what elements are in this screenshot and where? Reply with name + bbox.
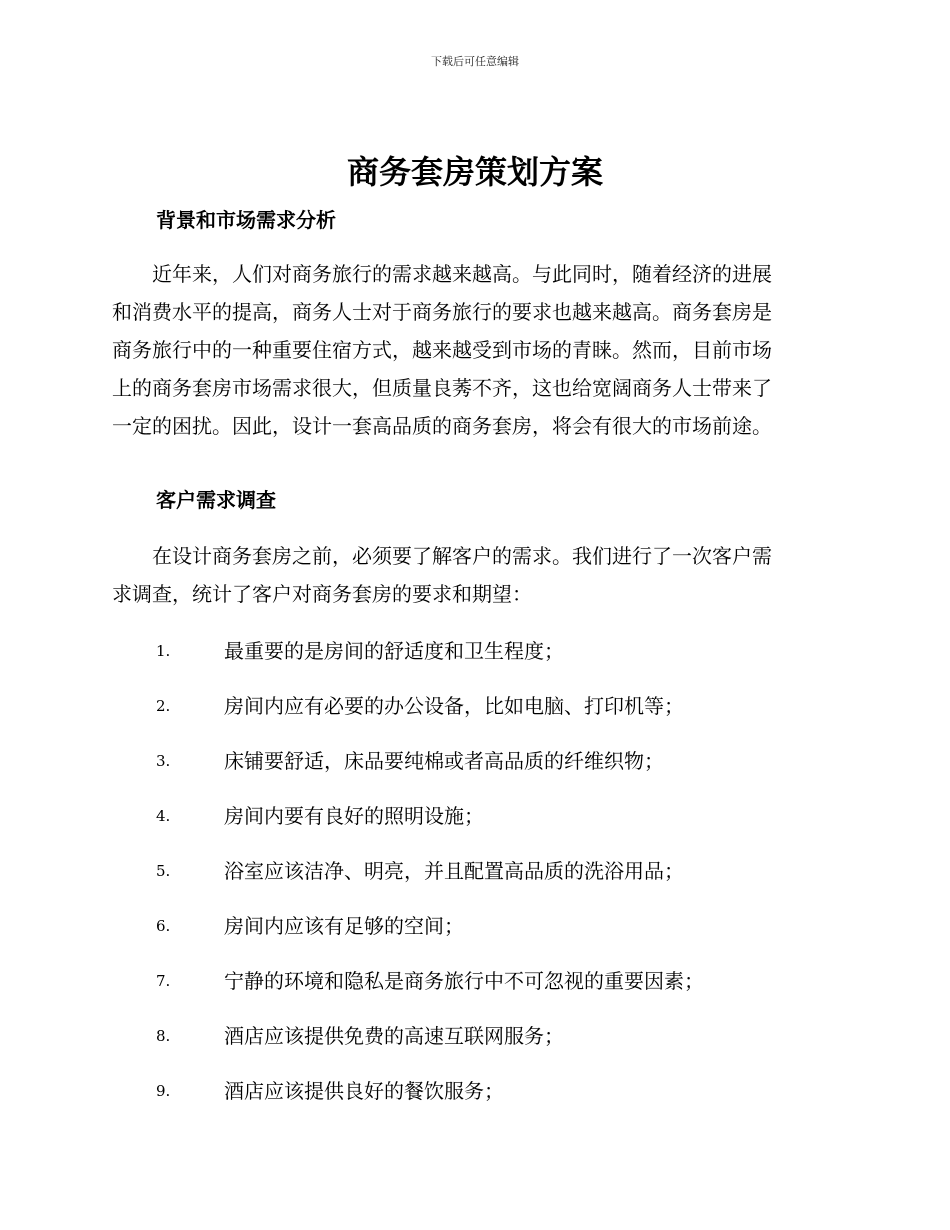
list-item <box>0 685 950 740</box>
paragraph-line: 上的商务套房市场需求很大，但质量良莠不齐，这也给宽阔商务人士带来了 <box>112 376 772 400</box>
list-item-text: 酒店应该提供良好的餐饮服务； <box>224 1079 504 1103</box>
list-item-text: 房间内应该有足够的空间； <box>224 914 464 938</box>
requirements-list <box>0 630 950 1125</box>
section-heading-background: 背景和市场需求分析 <box>156 208 336 232</box>
list-item-text: 最重要的是房间的舒适度和卫生程度； <box>224 639 564 663</box>
list-item-text: 酒店应该提供免费的高速互联网服务； <box>224 1024 564 1048</box>
list-item-number: 7. <box>156 972 171 990</box>
document-title: 商务套房策划方案 <box>346 153 603 191</box>
section-heading-customer-survey: 客户需求调查 <box>156 488 276 512</box>
list-item <box>0 630 950 685</box>
list-item <box>0 850 950 905</box>
list-item <box>0 795 950 850</box>
paragraph-line: 求调查，统计了客户对商务套房的要求和期望： <box>112 582 532 606</box>
list-item <box>0 1070 950 1125</box>
list-item-number: 4. <box>156 807 171 825</box>
list-item-text: 房间内要有良好的照明设施； <box>224 804 484 828</box>
list-item <box>0 960 950 1015</box>
list-item <box>0 740 950 795</box>
list-item-number: 8. <box>156 1027 171 1045</box>
list-item-text: 浴室应该洁净、明亮，并且配置高品质的洗浴用品； <box>224 859 684 883</box>
paragraph-line: 一定的困扰。因此，设计一套高品质的商务套房，将会有很大的市场前途。 <box>112 414 772 438</box>
background-paragraph <box>112 255 832 445</box>
list-item-number: 6. <box>156 917 171 935</box>
list-item-number: 1. <box>156 642 171 660</box>
list-item-number: 2. <box>156 697 171 715</box>
survey-paragraph <box>112 537 832 613</box>
paragraph-line: 近年来，人们对商务旅行的需求越来越高。与此同时，随着经济的进展 <box>112 262 772 286</box>
list-item-text: 床铺要舒适，床品要纯棉或者高品质的纤维织物； <box>224 749 664 773</box>
list-item-number: 9. <box>156 1082 171 1100</box>
list-item <box>0 1015 950 1070</box>
header-note: 下载后可任意编辑 <box>431 55 519 68</box>
list-item <box>0 905 950 960</box>
paragraph-line: 和消费水平的提高，商务人士对于商务旅行的要求也越来越高。商务套房是 <box>112 300 772 324</box>
list-item-number: 3. <box>156 752 171 770</box>
list-item-number: 5. <box>156 862 171 880</box>
list-item-text: 宁静的环境和隐私是商务旅行中不可忽视的重要因素； <box>224 969 704 993</box>
paragraph-line: 商务旅行中的一种重要住宿方式，越来越受到市场的青睐。然而，目前市场 <box>112 338 772 362</box>
paragraph-line: 在设计商务套房之前，必须要了解客户的需求。我们进行了一次客户需 <box>112 544 772 568</box>
list-item-text: 房间内应有必要的办公设备，比如电脑、打印机等； <box>224 694 684 718</box>
